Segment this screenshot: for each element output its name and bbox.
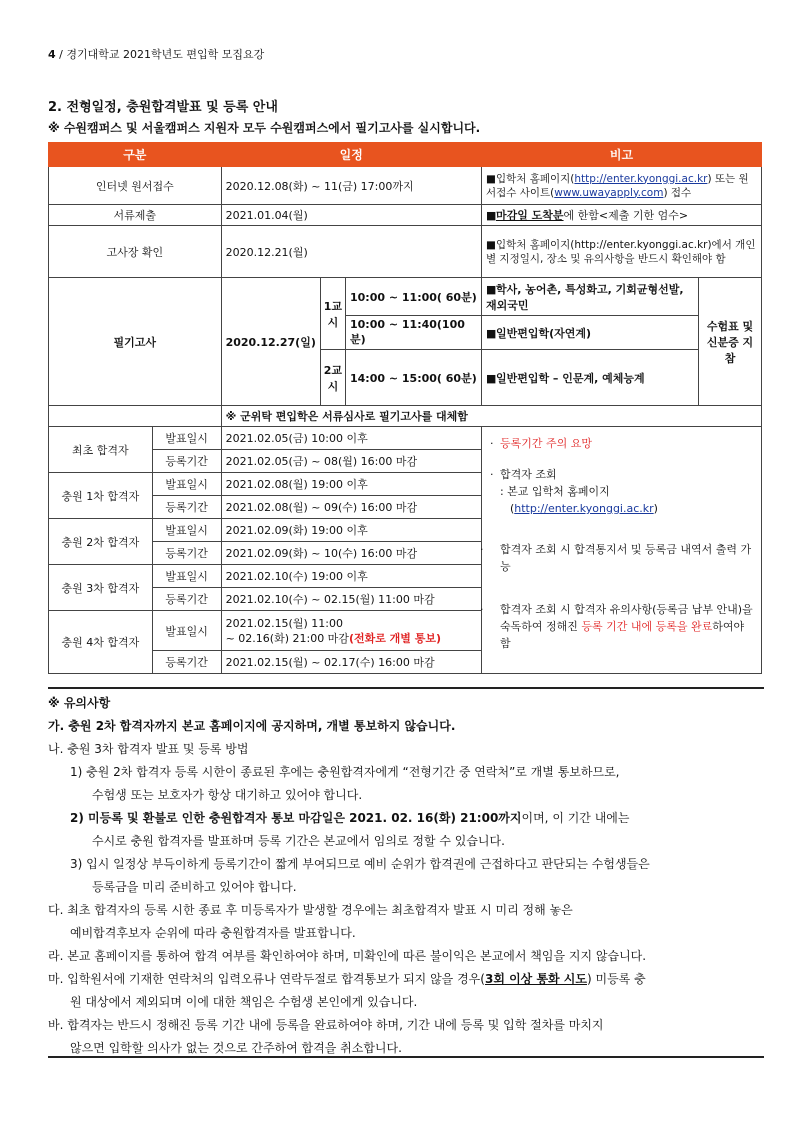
- header-schedule: 일정: [221, 143, 481, 167]
- uway-link[interactable]: www.uwayapply.com: [554, 186, 664, 199]
- notes-title: ※ 유의사항: [48, 696, 111, 710]
- result-row: [49, 427, 762, 450]
- result-row: 등록기간 2021.02.08(월) ~ 09(수) 16:00 마감: [49, 496, 762, 519]
- note-ba-b: 않으면 입학할 의사가 없는 것으로 간주하여 합격을 취소합니다.: [70, 1041, 402, 1055]
- note-ma-c: 원 대상에서 제외되며 이에 대한 책임은 수험생 본인에게 있습니다.: [70, 995, 418, 1009]
- row-date: 2020.12.08(화) ~ 11(금) 17:00까지: [221, 167, 481, 205]
- register-date: 2021.02.09(화) ~ 10(수) 16:00 마감: [221, 542, 481, 565]
- row-note: ■입학처 홈페이지(http://enter.kyonggi.ac.kr) 또는 원서접수 사이트(www.uwayapply.com) 접수: [481, 167, 761, 205]
- announce-date: 2021.02.05(금) 10:00 이후: [221, 427, 481, 450]
- register-date: 2021.02.10(수) ~ 02.15(월) 11:00 마감: [221, 588, 481, 611]
- header-category: 구분: [49, 143, 222, 167]
- announce-date: 2021.02.08(월) 19:00 이후: [221, 473, 481, 496]
- section-title: 2. 전형일정, 충원합격발표 및 등록 안내: [48, 100, 278, 115]
- note-na3b: 등록금을 미리 준비하고 있어야 합니다.: [92, 880, 297, 894]
- result-row: 등록기간 2021.02.10(수) ~ 02.15(월) 11:00 마감: [49, 588, 762, 611]
- exam-target: ■학사, 농어촌, 특성화고, 기회균형선발, 재외국민: [481, 278, 698, 316]
- header-remarks: 비고: [481, 143, 761, 167]
- note-ga: 가. 충원 2차 합격자까지 본교 홈페이지에 공지하며, 개별 통보하지 않습니다.: [48, 719, 456, 733]
- row-date: 2021.01.04(월): [221, 205, 481, 226]
- announce-date: 2021.02.09(화) 19:00 이후: [221, 519, 481, 542]
- result-label: 충원 4차 합격자: [49, 611, 153, 674]
- page-number: 4: [48, 48, 56, 61]
- result-row: 충원 4차 합격자 발표일시 2021.02.15(월) 11:00 ~ 02.16(화) 21:00 마감(전화로 개별 통보): [49, 611, 762, 651]
- side-note-2a: 합격자 조회: [499, 468, 557, 481]
- exam-time: 10:00 ~ 11:40(100분): [346, 316, 482, 350]
- register-date: 2021.02.05(금) ~ 08(월) 16:00 마감: [221, 450, 481, 473]
- side-note-1: 등록기간 주의 요망: [499, 437, 592, 450]
- section-subtitle: ※ 수원캠퍼스 및 서울캠퍼스 지원자 모두 수원캠퍼스에서 필기고사를 실시합니다.: [48, 121, 481, 135]
- result-label: 최초 합격자: [49, 427, 153, 473]
- header-text: 경기대학교 2021학년도 편입학 모집요강: [66, 48, 265, 61]
- table-row: [49, 226, 762, 278]
- table-header-row: [49, 143, 762, 167]
- exam-target: ■일반편입학(자연계): [481, 316, 698, 350]
- divider-bottom: [48, 1056, 764, 1058]
- note-da-b: 예비합격후보자 순위에 따라 충원합격자를 발표합니다.: [70, 926, 356, 940]
- exam-row-1a: [49, 278, 762, 316]
- result-row: 등록기간 2021.02.09(화) ~ 10(수) 16:00 마감: [49, 542, 762, 565]
- row-label: 고사장 확인: [49, 226, 222, 278]
- row-label: 인터넷 원서접수: [49, 167, 222, 205]
- result-row: 충원 3차 합격자 발표일시 2021.02.10(수) 19:00 이후: [49, 565, 762, 588]
- exam-time: 10:00 ~ 11:00( 60분): [346, 278, 482, 316]
- result-row: 충원 1차 합격자 발표일시 2021.02.08(월) 19:00 이후: [49, 473, 762, 496]
- row-note: ■마감일 도착분에 한함<제출 기한 엄수>: [481, 205, 761, 226]
- divider-top: [48, 687, 764, 689]
- period-1: 1교시: [320, 278, 345, 350]
- exam-target: ■일반편입학 – 인문계, 예체능계: [481, 350, 698, 406]
- bring-note: 수험표 및 신분증 지참: [699, 278, 762, 406]
- announce-date: 2021.02.15(월) 11:00 ~ 02.16(화) 21:00 마감(전화로 개별 통보): [221, 611, 481, 651]
- exam-date: 2020.12.27(일): [221, 278, 320, 406]
- note-na1a: 1) 충원 2차 합격자 등록 시한이 종료된 후에는 충원합격자에게 “전형기간 중 연락처”로 개별 통보하므로,: [70, 765, 620, 779]
- result-label: 충원 2차 합격자: [49, 519, 153, 565]
- page-header: 4 / 경기대학교 2021학년도 편입학 모집요강: [48, 48, 265, 61]
- note-da-a: 다. 최초 합격자의 등록 시한 종료 후 미등록자가 발생할 경우에는 최초합격자 발표 시 미리 정해 놓은: [48, 903, 573, 917]
- result-label: 충원 3차 합격자: [49, 565, 153, 611]
- exam-time: 14:00 ~ 15:00( 60분): [346, 350, 482, 406]
- note-na: 나. 충원 3차 합격자 발표 및 등록 방법: [48, 742, 249, 756]
- schedule-table: [48, 142, 762, 674]
- register-date: 2021.02.08(월) ~ 09(수) 16:00 마감: [221, 496, 481, 519]
- side-note-2b: : 본교 입학처 홈페이지: [499, 485, 610, 498]
- col-announce: 발표일시: [152, 427, 221, 450]
- result-row: 등록기간 2021.02.15(월) ~ 02.17(수) 16:00 마감: [49, 651, 762, 674]
- side-note-3: 합격자 조회 시 합격통지서 및 등록금 내역서 출력 가능: [499, 543, 752, 573]
- result-row: 충원 2차 합격자 발표일시 2021.02.09(화) 19:00 이후: [49, 519, 762, 542]
- row-date: 2020.12.21(월): [221, 226, 481, 278]
- notes-section: [48, 692, 764, 1060]
- note-na1b: 수험생 또는 보호자가 항상 대기하고 있어야 합니다.: [92, 788, 363, 802]
- table-row: [49, 406, 762, 427]
- register-date: 2021.02.15(월) ~ 02.17(수) 16:00 마감: [221, 651, 481, 674]
- exam-label: 필기고사: [49, 278, 222, 406]
- table-row: [49, 167, 762, 205]
- note-na3a: 3) 입시 일정상 부득이하게 등록기간이 짧게 부여되므로 예비 순위가 합격권에 근접하다고 판단되는 수험생들은: [70, 857, 650, 871]
- note-na2: 2) 미등록 및 환불로 인한 충원합격자 통보 마감일은 2021. 02. 16(화) 21:00까지이며, 이 기간 내에는: [70, 811, 630, 825]
- result-label: 충원 1차 합격자: [49, 473, 153, 519]
- note-ra: 라. 본교 홈페이지를 통하여 합격 여부를 확인하여야 하며, 미확인에 따른 불이익은 본교에서 책임을 지지 않습니다.: [48, 949, 647, 963]
- side-note-link[interactable]: http://enter.kyonggi.ac.kr: [514, 502, 654, 515]
- table-row: [49, 205, 762, 226]
- note-na2b: 수시로 충원 합격자를 발표하며 등록 기간은 본교에서 임의로 정할 수 있습니다.: [92, 834, 505, 848]
- announce-date: 2021.02.10(수) 19:00 이후: [221, 565, 481, 588]
- side-notes: · 등록기간 주의 요망 · 합격자 조회 : 본교 입학처 홈페이지 (http://enter.kyonggi.ac.kr) · 합격자 조회 시 합격통지서 및 등록금 내역서 출력 가능 · 합격자 조회 시 합격자 유의사항(등록금 납부 안내)을 숙독하여 정해진 등록 기간 내에 등록을 완료하여야 함: [481, 427, 761, 674]
- note-ma: 마. 입학원서에 기재한 연락처의 입력오류나 연락두절로 합격통보가 되지 않을 경우(3회 이상 통화 시도) 미등록 충: [48, 972, 646, 986]
- row-note: ■입학처 홈페이지(http://enter.kyonggi.ac.kr)에서 개인별 지정일시, 장소 및 유의사항을 반드시 확인해야 함: [481, 226, 761, 278]
- row-label: 서류제출: [49, 205, 222, 226]
- homepage-link[interactable]: http://enter.kyonggi.ac.kr: [574, 172, 708, 185]
- result-row: 등록기간 2021.02.05(금) ~ 08(월) 16:00 마감: [49, 450, 762, 473]
- period-2: 2교시: [320, 350, 345, 406]
- note-ba-a: 바. 합격자는 반드시 정해진 등록 기간 내에 등록을 완료하여야 하며, 기간 내에 등록 및 입학 절차를 마치지: [48, 1018, 604, 1032]
- military-note: ※ 군위탁 편입학은 서류심사로 필기고사를 대체함: [221, 406, 761, 427]
